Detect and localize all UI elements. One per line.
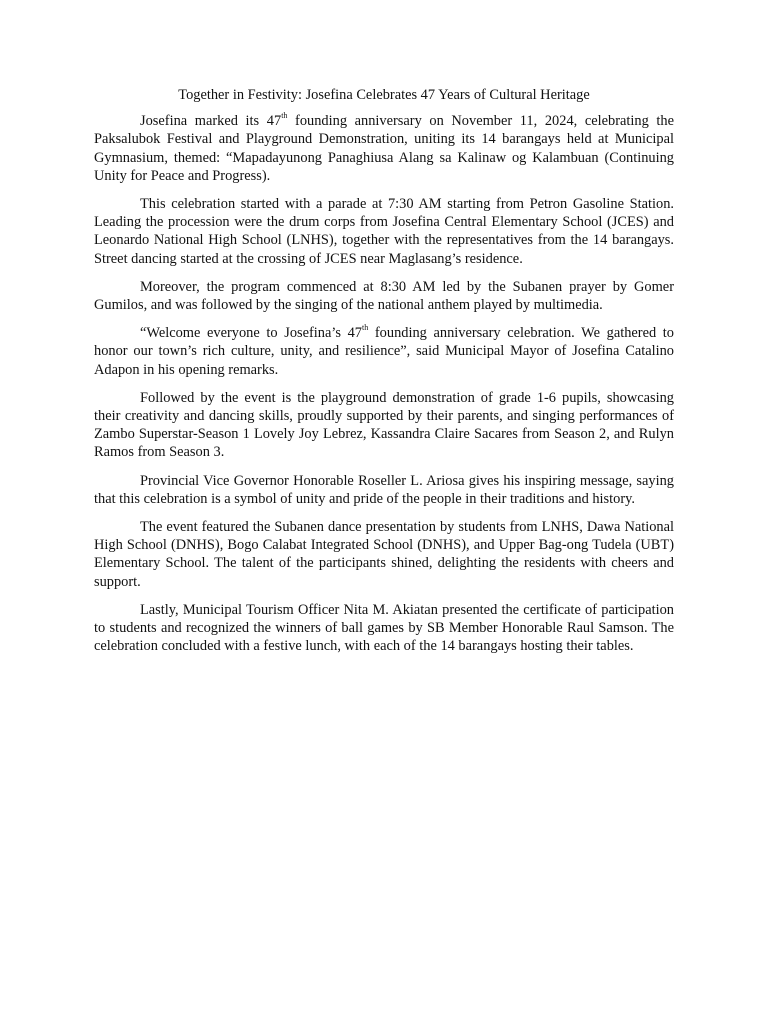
paragraph-text: founding anniversary on November 11, 2024, celebrating the Paksalubok Festival and Playground Demonstration, uniting its 14 barangays held at Municipal Gymnasium, themed: “Mapadayunong Panaghiusa Alang sa Kalinaw og Kalambuan (Continuing Unity for Peace and Progress). — [94, 113, 674, 184]
paragraph-text: Josefina marked its 47 — [140, 113, 282, 130]
paragraph-program: Moreover, the program commenced at 8:30 AM led by the Subanen prayer by Gomer Gumilos, and was followed by the singing of the national anthem played by multimedia. — [94, 278, 674, 314]
paragraph-text: “Welcome everyone to Josefina’s 47 — [140, 325, 363, 342]
article-title: Together in Festivity: Josefina Celebrates 47 Years of Cultural Heritage — [178, 87, 590, 103]
paragraph-playground-demo: Followed by the event is the playground demonstration of grade 1-6 pupils, showcasing their creativity and dancing skills, proudly supported by their parents, and singing performances of Zambo Superstar-Season 1 Lovely Joy Lebrez, Kassandra Claire Sacares from Season 2, and Rulyn Ramos from Season 3. — [94, 389, 674, 461]
paragraph-vice-governor: Provincial Vice Governor Honorable Roseller L. Ariosa gives his inspiring message, saying that this celebration is a symbol of unity and pride of the people in their traditions and history. — [94, 472, 674, 507]
paragraph-welcome-quote — [94, 324, 674, 379]
ordinal-suffix: th — [281, 111, 288, 121]
paragraph-parade: This celebration started with a parade at 7:30 AM starting from Petron Gasoline Station. Leading the procession were the drum corps from Josefina Central Elementary School (JCES) and Leonardo National High School (LNHS), together with the representatives from the 14 barangays. Street dancing started at the crossing of JCES near Maglasang’s residence. — [94, 196, 674, 267]
document-page — [94, 86, 674, 665]
ordinal-suffix: th — [362, 323, 369, 333]
paragraph-subanen-dance: The event featured the Subanen dance presentation by students from LNHS, Dawa National High School (DNHS), Bogo Calabat Integrated School (DNHS), and Upper Bag-ong Tudela (UBT) Elementary School. The talent of the participants shined, delighting the residents with cheers and support. — [94, 519, 674, 590]
paragraph-anniversary — [94, 112, 674, 185]
paragraph-text: founding anniversary celebration. We gathered to honor our town’s rich culture, unity, and resilience”, said Municipal Mayor of Josefina Catalino Adapon in his opening remarks. — [94, 325, 674, 378]
paragraph-closing: Lastly, Municipal Tourism Officer Nita M. Akiatan presented the certificate of participation to students and recognized the winners of ball games by SB Member Honorable Raul Samson. The celebration concluded with a festive lunch, with each of the 14 barangays hosting their tables. — [94, 601, 674, 655]
